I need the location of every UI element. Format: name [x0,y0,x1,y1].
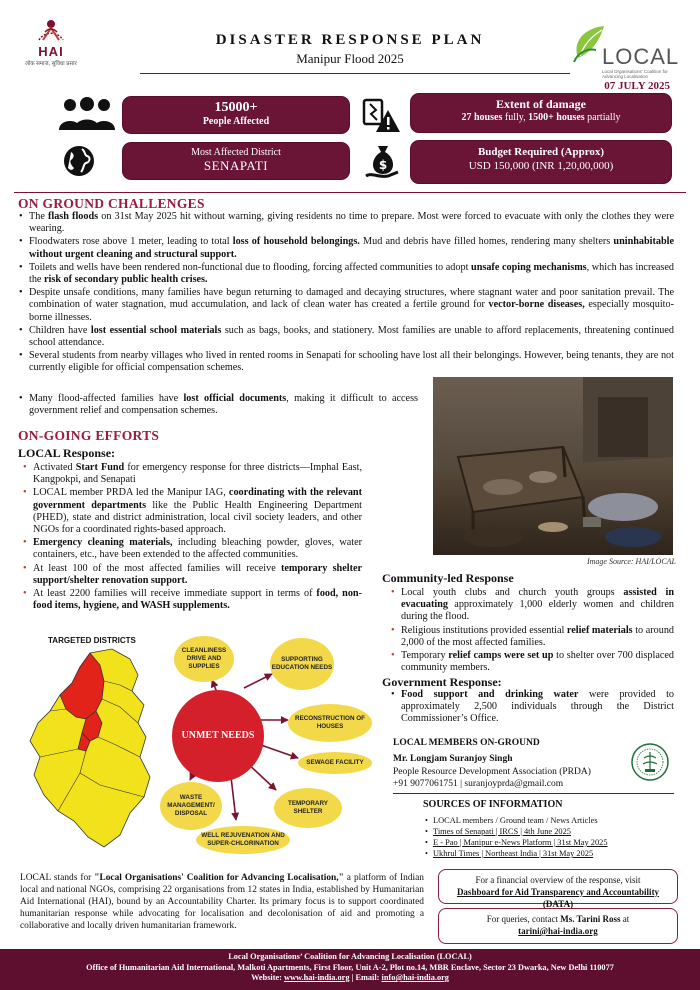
local-response-list [22,462,362,613]
member-organisation: People Resource Development Association (PRDA) [393,767,591,777]
budget-label: Budget Required (Approx) [477,146,605,158]
footer-org-name: Local Organisations’ Coalition for Advancing Localisation (LOCAL) [228,952,472,961]
challenges-list [18,211,674,376]
list-item: • The flash floods on 31st May 2025 hit without warning, giving residents no time to prepare. Most were forced to evacuate with only the clothes they were wearing. [18,211,674,235]
globe-icon [62,144,96,178]
footer-email-link[interactable]: info@hai-india.org [381,973,449,982]
need-sewage-facility: SEWAGE FACILITY [298,752,372,774]
report-date: 07 JULY 2025 [604,80,670,92]
people-icon [58,96,116,132]
financial-overview-text: For a financial overview of the response, visit [475,875,641,885]
damage-detail: 27 houses fully, 1500+ houses partially [461,112,621,123]
need-education-support: SUPPORTING EDUCATION NEEDS [270,638,334,690]
budget-required-box [410,140,672,184]
need-waste-management: WASTE MANAGEMENT/ DISPOSAL [160,782,222,830]
source-link[interactable]: • E - Pao | Manipur e-News Platform | 31st May 2025 [425,837,685,848]
ongoing-heading: ON-GOING EFFORTS [18,428,160,443]
list-item: • Religious institutions provided essential relief materials to around 2,000 of the most affected families. [390,625,674,649]
list-item: • Temporary relief camps were set up to shelter over 700 displaced community members. [390,650,674,674]
list-item: • Toilets and wells have been rendered non-functional due to flooding, forcing affected communities to adopt unsafe coping mechanisms, which has increased the risk of secondary public health crises. [18,262,674,286]
list-item: • At least 2200 families will receive immediate support in terms of food, non-food items, hygiene, and WASH supplements. [22,588,362,612]
community-response-heading: Community-led Response [382,571,514,585]
source-link[interactable]: • Times of Senapati | IRCS | 4th June 2025 [425,826,685,837]
list-item: • Local youth clubs and church youth groups assisted in evacuating approximately 1,000 elderly women and children during the flood. [390,587,674,624]
most-affected-district-box [122,142,350,180]
need-well-rejuvenation: WELL REJUVENATION AND SUPER-CHLORINATION [196,826,290,854]
list-item: • Despite unsafe conditions, many families have begun returning to damaged and decaying structures, where stagnant water and poor sanitation prevail. The combination of water stagnation, mud accumulation, and lack of clean water has created a fertile ground for vector-borne diseases, especially mosquito-borne illnesses. [18,287,674,324]
local-logo-word: LOCAL [602,44,680,69]
government-response-list [390,689,674,727]
list-item: • Food support and drinking water were provided to approximately 2,500 individuals through the District Commissioner’s Office. [390,689,674,726]
prda-seal-icon [630,742,670,782]
list-item: • Activated Start Fund for emergency response for three districts—Imphal East, Kangpokpi, and Senapati [22,462,362,486]
section-divider [14,192,686,193]
local-logo-tagline: Local Organisations' Coalition for Advancing Localisation [602,69,668,79]
challenges-list-continued [18,393,418,418]
sources-list [425,815,685,859]
list-item: • Many flood-affected families have lost official documents, making it difficult to access government relief and compensation schemes. [18,393,418,417]
list-item: • Emergency cleaning materials, including bleaching powder, gloves, water containers, etc., have been extended to the affected communities. [22,537,362,561]
extent-of-damage-box [410,93,672,133]
unmet-needs-diagram [160,630,390,860]
people-affected-label: People Affected [202,116,270,127]
financial-overview-box: For a financial overview of the response, visit Dashboard for Aid Transparency and Accountability (DATA) [438,869,678,904]
budget-value: USD 150,000 (INR 1,20,00,000) [468,160,614,172]
sources-heading: SOURCES OF INFORMATION [423,799,563,810]
data-dashboard-link[interactable]: Dashboard for Aid Transparency and Accountability [456,887,660,897]
district-value: SENAPATI [203,158,269,173]
damage-warning-icon [362,98,402,134]
money-bag-icon [364,142,402,182]
hai-emblem-icon [31,10,71,44]
unmet-needs-center: UNMET NEEDS [172,690,264,782]
about-local-paragraph: LOCAL stands for "Local Organisations' Coalition for Advancing Localisation," a platform of Indian local and national NGOs, comprising 22 organisations from 12 states in India, established by Humanitarian Aid International (HAI), bound by an Accountability Charter. Its primary focus is to support coordinated humanitarian response while advocating for localisation and decolonisation of aid and promoting a collaborative and locally driven humanitarian framework. [20,873,424,931]
hai-logo [14,10,88,76]
list-item: • LOCAL member PRDA led the Manipur IAG, coordinating with the relevant government departments like the Public Health Engineering Department (PHED), state and district administration, local civil society leaders, and other NGOs for a coordinated rights-based approach. [22,487,362,536]
damage-title: Extent of damage [496,97,586,111]
flood-damage-photo [433,377,673,555]
members-divider [393,793,674,794]
district-label: Most Affected District [191,147,281,158]
members-heading: LOCAL MEMBERS ON-GROUND [393,738,540,748]
list-item: • Several students from nearby villages who lived in rented rooms in Senapati for schooling have lost all their belongings. However, being tenants, they are not currently eligible for official compensation schemes. [18,350,674,374]
queries-contact-box: For queries, contact Ms. Tarini Ross at tarini@hai-india.org [438,908,678,944]
list-item: • Floodwaters rose above 1 meter, leading to total loss of household belongings. Mud and debris have filled homes, rendering many shelters uninhabitable without urgent cleaning and structural support. [18,236,674,260]
source-item: • LOCAL members / Ground team / News Articles [425,815,685,826]
photo-caption: Image Source: HAI/LOCAL [586,557,676,566]
local-logo [570,22,688,78]
title-divider [140,73,570,74]
hai-logo-text: HAI [38,44,64,59]
government-response-heading: Government Response: [382,675,502,689]
targeted-districts-title: TARGETED DISTRICTS [48,636,136,645]
challenges-heading: ON GROUND CHALLENGES [18,196,205,211]
source-link[interactable]: • Ukhrul Times | Northeast India | 31st May 2025 [425,848,685,859]
community-response-list [390,587,674,675]
local-response-heading: LOCAL Response: [18,446,116,460]
contact-email-link[interactable]: tarini@hai-india.org [518,926,598,936]
page-subtitle: Manipur Flood 2025 [296,51,404,66]
need-reconstruction: RECONSTRUCTION OF HOUSES [288,704,372,742]
manipur-map [20,645,170,855]
member-contact[interactable]: +91 9077061751 | suranjoyprda@gmail.com [393,779,564,789]
footer: Local Organisations’ Coalition for Advancing Localisation (LOCAL) Office of Humanitarian Aid International, Malkoti Apartments, First Floor, Unit A-2, Plot no.14, MBR Enclave, Sector 23 Dwarka, New Delhi 110077 Website: www.hai-india.org | Email: info@hai-india.org [0,949,700,990]
need-cleanliness-drive: CLEANLINESS DRIVE AND SUPPLIES [174,636,234,682]
footer-website-link[interactable]: www.hai-india.org [284,973,350,982]
list-item: • Children have lost essential school materials such as bags, books, and stationery. Most families are unable to afford replacements, threatening continued school attendance. [18,325,674,349]
people-affected-value: 15000+ [214,100,258,115]
hai-logo-tagline: लोक समाज, सुविधा प्रसार [25,61,77,67]
people-affected-box [122,96,350,134]
page-title: DISASTER RESPONSE PLAN [215,32,485,48]
member-name: Mr. Longjam Suranjoy Singh [393,754,513,764]
footer-address: Office of Humanitarian Aid International, Malkoti Apartments, First Floor, Unit A-2, Plot no.14, MBR Enclave, Sector 23 Dwarka, New Delhi 110077 [86,962,614,972]
list-item: • At least 100 of the most affected families will receive temporary shelter support/shelter renovation support. [22,563,362,587]
svg-text:$: $ [378,158,388,172]
need-temporary-shelter: TEMPORARY SHELTER [274,788,342,828]
